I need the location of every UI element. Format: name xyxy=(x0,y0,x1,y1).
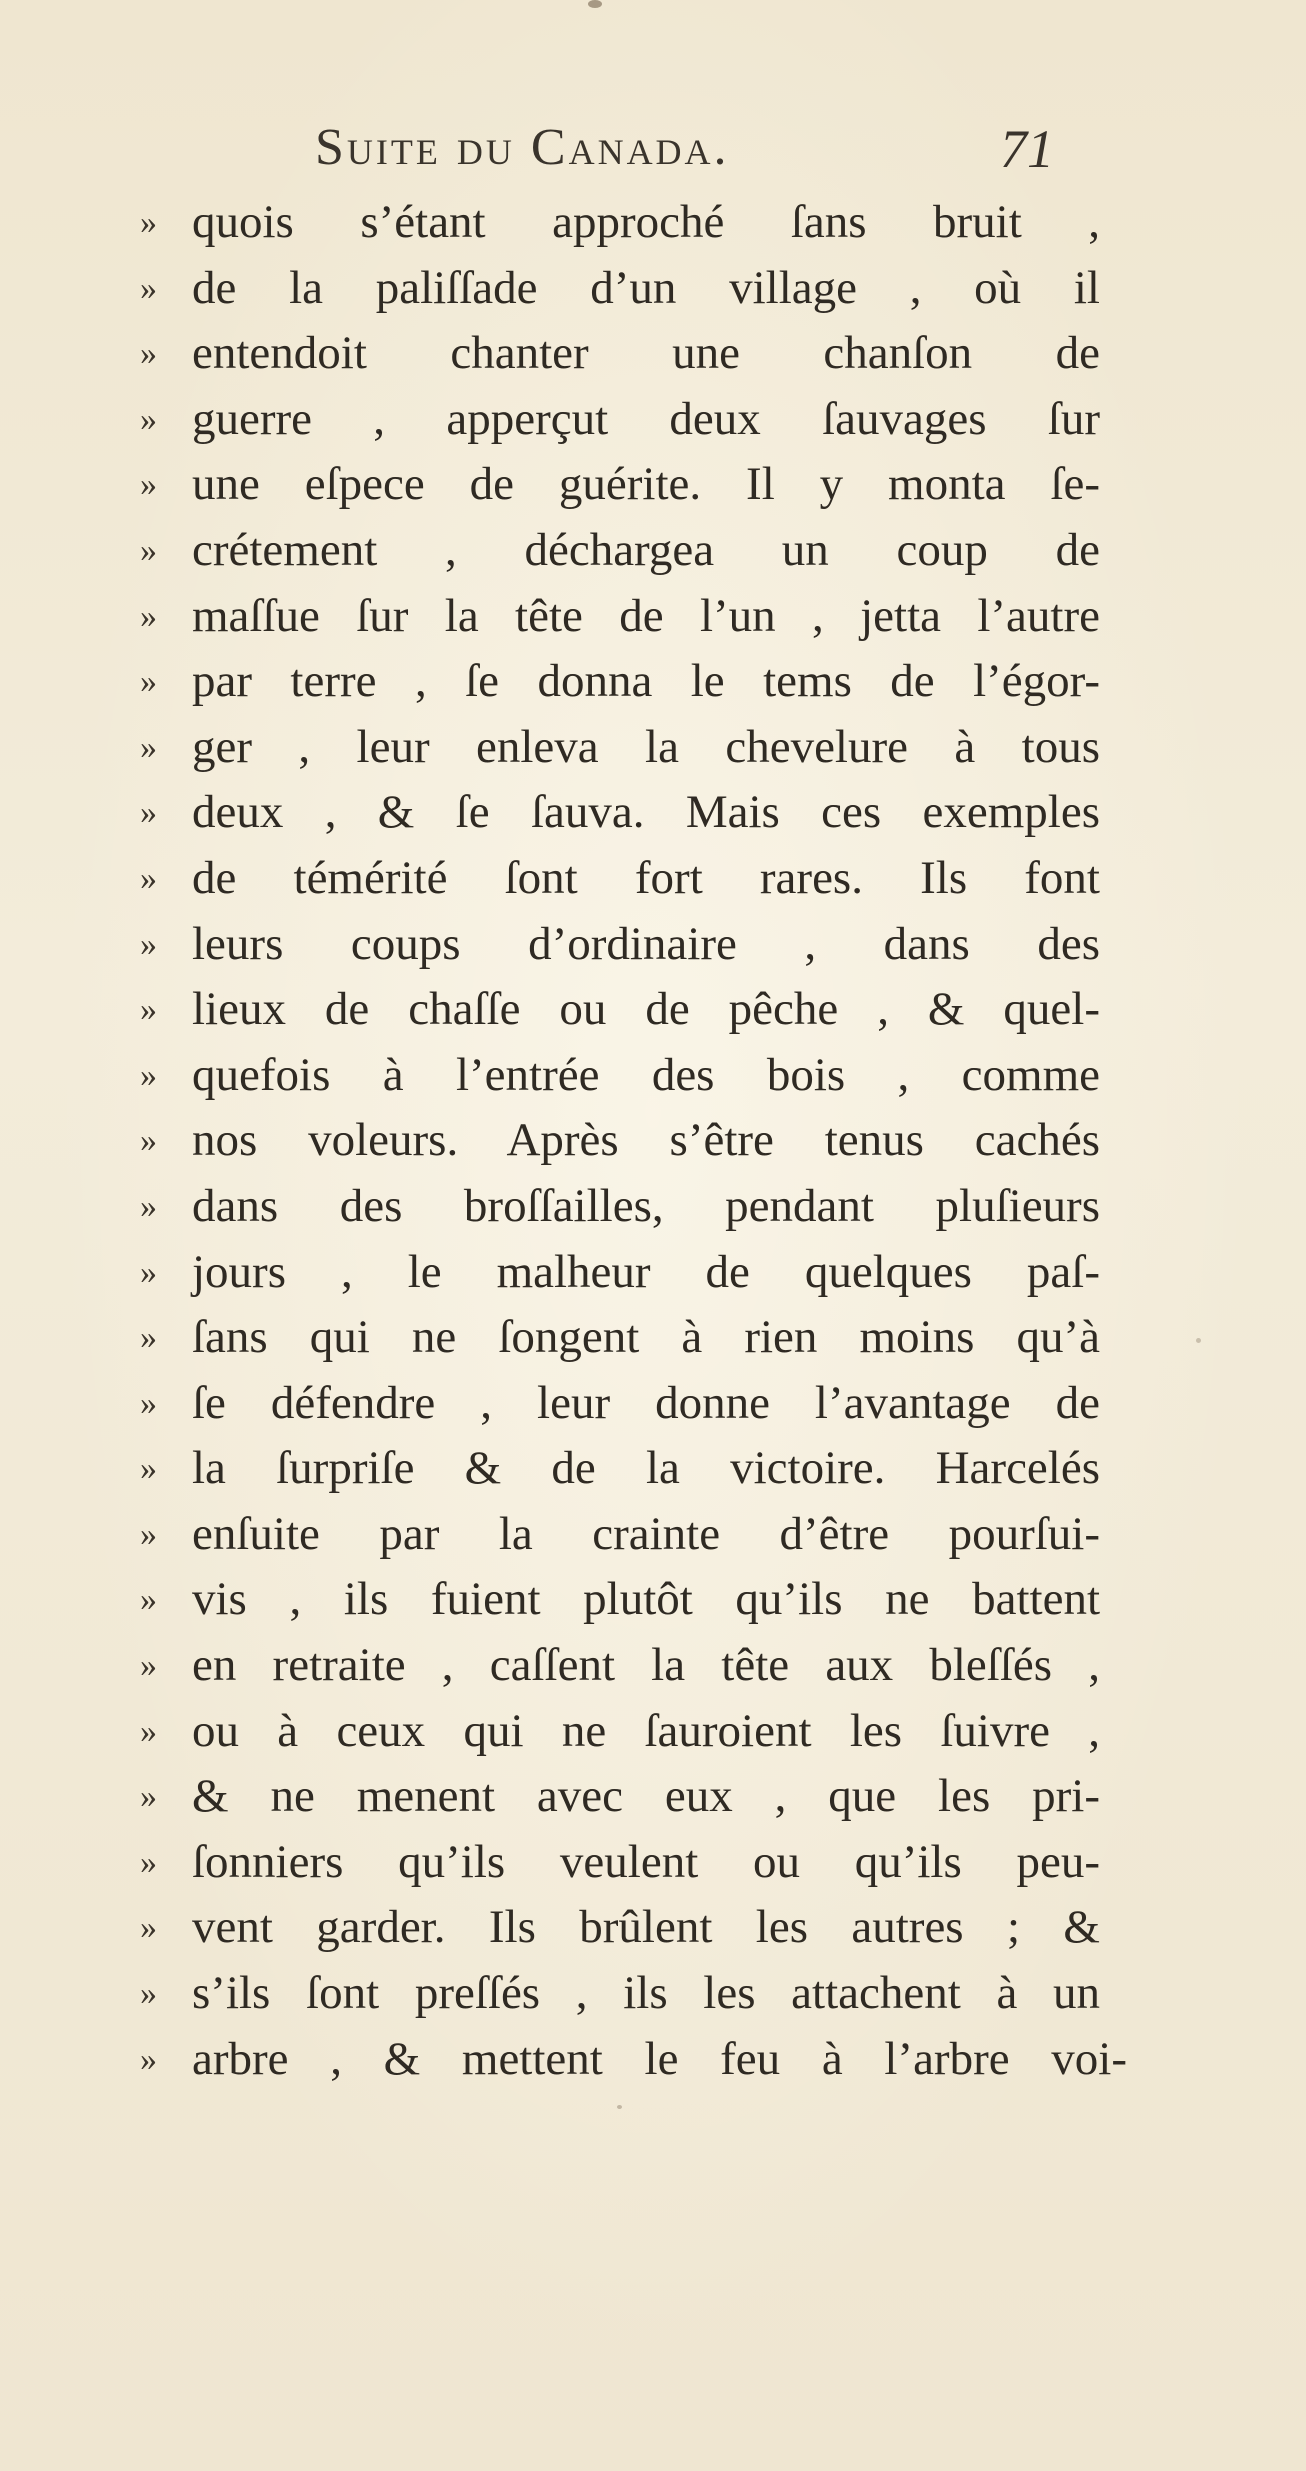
ink-speck-middle xyxy=(1196,1338,1201,1343)
quotation-mark: » xyxy=(140,663,157,701)
text-line xyxy=(140,1174,1100,1240)
quotation-mark: » xyxy=(140,1843,157,1881)
text-line xyxy=(140,1502,1100,1568)
text-line-content: lieux de chaſſe ou de pêche , & quel- xyxy=(192,983,1100,1036)
text-line-content: ſe défendre , leur donne l’avantage de xyxy=(192,1376,1100,1429)
running-head xyxy=(0,118,1306,198)
quotation-mark: » xyxy=(140,1581,157,1619)
text-line-content: la ſurpriſe & de la victoire. Harcelés xyxy=(192,1442,1100,1495)
quotation-mark: » xyxy=(140,1319,157,1357)
quotation-mark: » xyxy=(140,1122,157,1160)
text-line-content: dans des broſſailles, pendant pluſieurs xyxy=(192,1179,1100,1232)
text-line-content: par terre , ſe donna le tems de l’égor- xyxy=(192,655,1100,708)
quotation-mark: » xyxy=(140,269,157,307)
text-line xyxy=(140,1567,1100,1633)
text-line xyxy=(140,1108,1100,1174)
text-line xyxy=(140,715,1100,781)
text-line xyxy=(140,1633,1100,1699)
text-line-content: quois s’étant approché ſans bruit , xyxy=(192,196,1100,248)
text-line-content: enſuite par la crainte d’être pourſui- xyxy=(192,1507,1100,1560)
quotation-mark: » xyxy=(140,1778,157,1816)
text-line xyxy=(140,1830,1100,1896)
text-line-content: entendoit chanter une chanſon de xyxy=(192,327,1100,380)
text-line xyxy=(140,1240,1100,1306)
text-line xyxy=(140,1699,1100,1765)
text-line-content: jours , le malheur de quelques paſ- xyxy=(192,1245,1100,1298)
text-line-content: ſans qui ne ſongent à rien moins qu’à xyxy=(192,1311,1100,1364)
text-line xyxy=(140,912,1100,978)
text-line-content: vent garder. Ils brûlent les autres ; & xyxy=(192,1901,1100,1954)
text-line xyxy=(140,1043,1100,1109)
quotation-mark: » xyxy=(140,400,157,438)
quotation-mark: » xyxy=(140,597,157,635)
ink-speck-bottom xyxy=(617,2105,622,2109)
quotation-mark: » xyxy=(140,1384,157,1422)
page-number: 71 xyxy=(1000,119,1054,179)
quotation-mark: » xyxy=(140,794,157,832)
text-line-content: de témérité ſont fort rares. Ils font xyxy=(192,851,1100,904)
quotation-mark: » xyxy=(140,1712,157,1750)
quotation-mark: » xyxy=(140,335,157,373)
quotation-mark: » xyxy=(140,991,157,1029)
text-line xyxy=(140,256,1100,322)
text-line-content: quefois à l’entrée des bois , comme xyxy=(192,1048,1100,1101)
text-line-content: vis , ils fuient plutôt qu’ils ne battent xyxy=(192,1573,1100,1626)
text-line xyxy=(140,1961,1100,2027)
text-line xyxy=(140,1371,1100,1437)
text-line xyxy=(140,1895,1100,1961)
text-line-content: une eſpece de guérite. Il y monta ſe- xyxy=(192,458,1100,511)
text-line-content: arbre , & mettent le feu à l’arbre voi- xyxy=(192,2032,1127,2085)
text-line-content: ou à ceux qui ne ſauroient les ſuivre , xyxy=(192,1704,1100,1757)
text-line xyxy=(140,387,1100,453)
text-line xyxy=(140,1436,1100,1502)
text-line xyxy=(140,2027,1127,2093)
text-line-content: deux , & ſe ſauva. Mais ces exemples xyxy=(192,786,1100,839)
text-line-content: ſonniers qu’ils veulent ou qu’ils peu- xyxy=(192,1835,1100,1888)
quotation-mark: » xyxy=(140,925,157,963)
quotation-mark: » xyxy=(140,1187,157,1225)
text-line-content: leurs coups d’ordinaire , dans des xyxy=(192,917,1100,970)
text-line xyxy=(140,321,1100,387)
text-line xyxy=(140,649,1100,715)
text-line xyxy=(140,1764,1100,1830)
text-line-content: de la paliſſade d’un village , où il xyxy=(192,261,1100,314)
quotation-mark: » xyxy=(140,1450,157,1488)
quotation-mark: » xyxy=(140,859,157,897)
text-line xyxy=(140,977,1100,1043)
text-line-content: s’ils ſont preſſés , ils les attachent à un xyxy=(192,1967,1100,2020)
text-line-content: & ne menent avec eux , que les pri- xyxy=(192,1770,1100,1823)
quotation-mark: » xyxy=(140,204,157,241)
quotation-mark: » xyxy=(140,1253,157,1291)
text-line-content: maſſue ſur la tête de l’un , jetta l’autre xyxy=(192,589,1100,642)
quotation-mark: » xyxy=(140,1647,157,1685)
text-line xyxy=(140,190,1100,256)
quotation-mark: » xyxy=(140,2040,157,2078)
text-line-content: guerre , apperçut deux ſauvages ſur xyxy=(192,392,1100,445)
quotation-mark: » xyxy=(140,531,157,569)
text-line xyxy=(140,452,1100,518)
body-text xyxy=(140,190,1127,2092)
text-line xyxy=(140,518,1100,584)
quotation-mark: » xyxy=(140,1975,157,2013)
text-line-content: nos voleurs. Après s’être tenus cachés xyxy=(192,1114,1100,1167)
quotation-mark: » xyxy=(140,1056,157,1094)
running-head-title: Suite du Canada. xyxy=(315,119,730,176)
text-line-content: ger , leur enleva la chevelure à tous xyxy=(192,720,1100,773)
quotation-mark: » xyxy=(140,1909,157,1947)
text-line-content: en retraite , caſſent la tête aux bleſſés , xyxy=(192,1639,1100,1692)
text-line xyxy=(140,584,1100,650)
quotation-mark: » xyxy=(140,466,157,504)
quotation-mark: » xyxy=(140,1515,157,1553)
text-line xyxy=(140,1305,1100,1371)
text-line xyxy=(140,780,1100,846)
text-line xyxy=(140,846,1100,912)
ink-speck-top xyxy=(588,0,602,8)
quotation-mark: » xyxy=(140,728,157,766)
text-line-content: crétement , déchargea un coup de xyxy=(192,523,1100,576)
